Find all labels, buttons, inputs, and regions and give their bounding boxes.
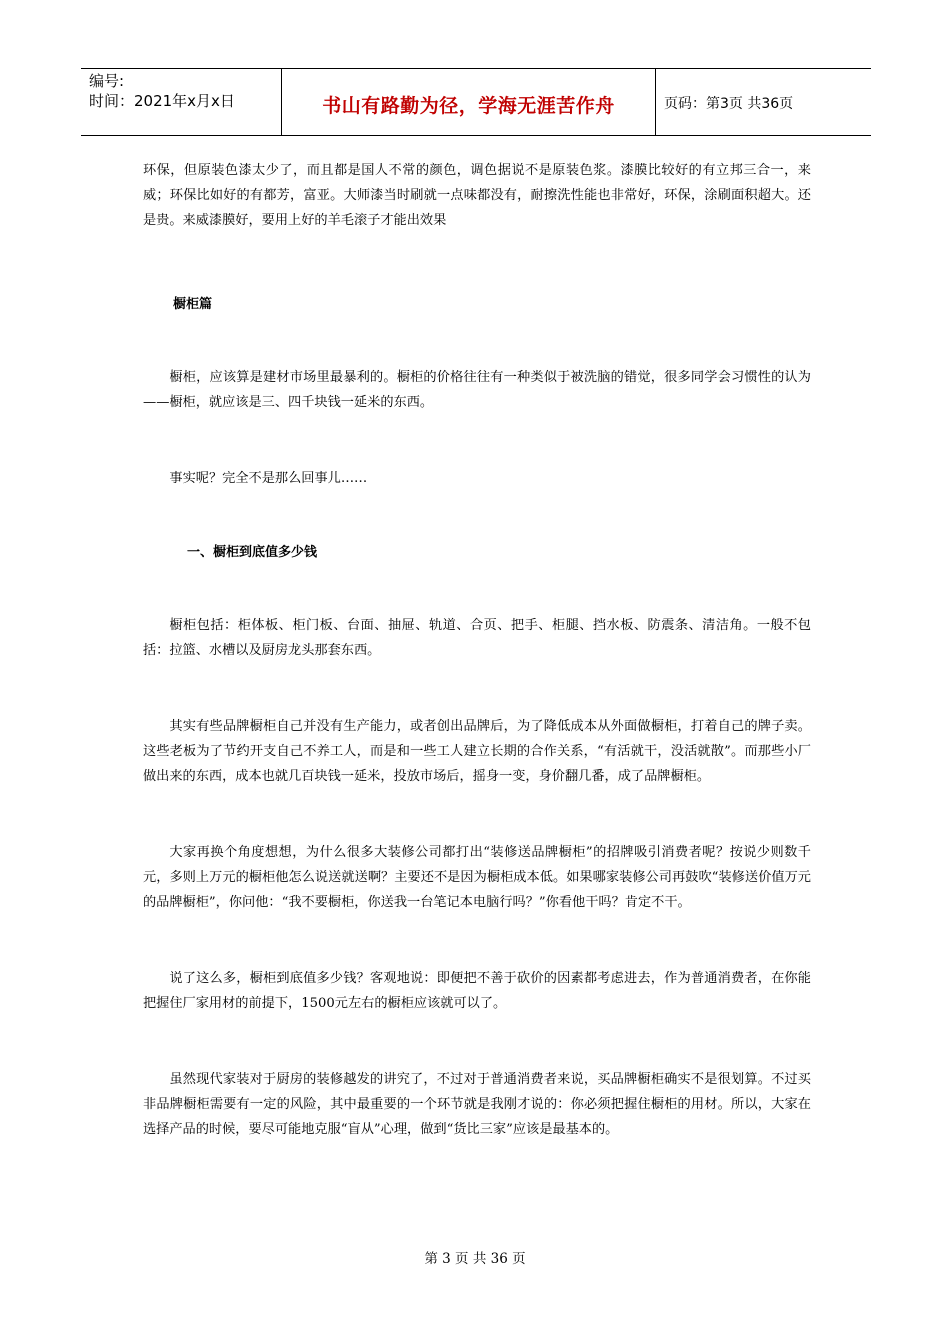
paragraph-cabinet-intro: 橱柜，应该算是建材市场里最暴利的。橱柜的价格往往有一种类似于被洗脑的错觉，很多同学会习惯性的认为——橱柜，就应该是三、四千块钱一延米的东西。 [143, 370, 811, 410]
document-time-label: 时间：2021年x月x日 [89, 92, 235, 110]
paragraph-brand-outsourcing: 其实有些品牌橱柜自己并没有生产能力，或者创出品牌后，为了降低成本从外面做橱柜，打着自己的牌子卖。这些老板为了节约开支自己不养工人，而是和一些工人建立长期的合作关系，“有活就干，没活就散”。而那些小厂做出来的东西，成本也就几百块钱一延米，投放市场后，摇身一变，身价翻几番，成了品牌橱柜。 [143, 719, 811, 784]
header-page-number: 页码：第3页 共36页 [664, 96, 794, 112]
page-header [81, 68, 871, 136]
section-heading-cabinet-value: 一、橱柜到底值多少钱 [187, 545, 318, 560]
paragraph-cabinet-components: 橱柜包括：柜体板、柜门板、台面、抽屉、轨道、合页、把手、柜腿、挡水板、防震条、清洁角。一般不包括：拉篮、水槽以及厨房龙头那套东西。 [143, 618, 811, 658]
section-heading-cabinet: 橱柜篇 [173, 297, 213, 312]
paragraph-cabinet-price: 说了这么多，橱柜到底值多少钱？客观地说：即便把不善于砍价的因素都考虑进去，作为普通消费者，在你能把握住厂家用材的前提下，1500元左右的橱柜应该就可以了。 [143, 971, 811, 1011]
header-motto-cell [282, 69, 656, 135]
page-footer: 第 3 页 共 36 页 [424, 1251, 526, 1267]
paragraph-buying-advice: 虽然现代家装对于厨房的装修越发的讲究了，不过对于普通消费者来说，买品牌橱柜确实不是很划算。不过买非品牌橱柜需要有一定的风险，其中最重要的一个环节就是我刚才说的：你必须把握住橱柜的用材。所以，大家在选择产品的时候，要尽可能地克服“盲从”心理，做到“货比三家”应该是最基本的。 [143, 1072, 811, 1137]
header-motto: 书山有路勤为径，学海无涯苦作舟 [322, 94, 615, 117]
paragraph-fact: 事实呢？完全不是那么回事儿…… [169, 471, 368, 486]
paragraph-paint-continued: 环保，但原装色漆太少了，而且都是国人不常的颜色，调色据说不是原装色浆。漆膜比较好的有立邦三合一，来威；环保比如好的有都芳，富亚。大师漆当时刷就一点味都没有，耐擦洗性能也非常好，环保，涂刷面积超大。还是贵。来威漆膜好，要用上好的羊毛滚子才能出效果 [143, 163, 811, 228]
document-number-label: 编号: [89, 72, 125, 90]
header-meta-cell [81, 69, 282, 135]
paragraph-decoration-gift: 大家再换个角度想想，为什么很多大装修公司都打出“装修送品牌橱柜”的招牌吸引消费者呢？按说少则数千元，多则上万元的橱柜他怎么说送就送啊？主要还不是因为橱柜成本低。如果哪家装修公司再鼓吹“装修送价值万元的品牌橱柜”，你问他：“我不要橱柜，你送我一台笔记本电脑行吗？”你看他干吗？肯定不干。 [143, 845, 811, 910]
document-body [143, 158, 811, 1142]
header-page-cell [656, 69, 871, 135]
